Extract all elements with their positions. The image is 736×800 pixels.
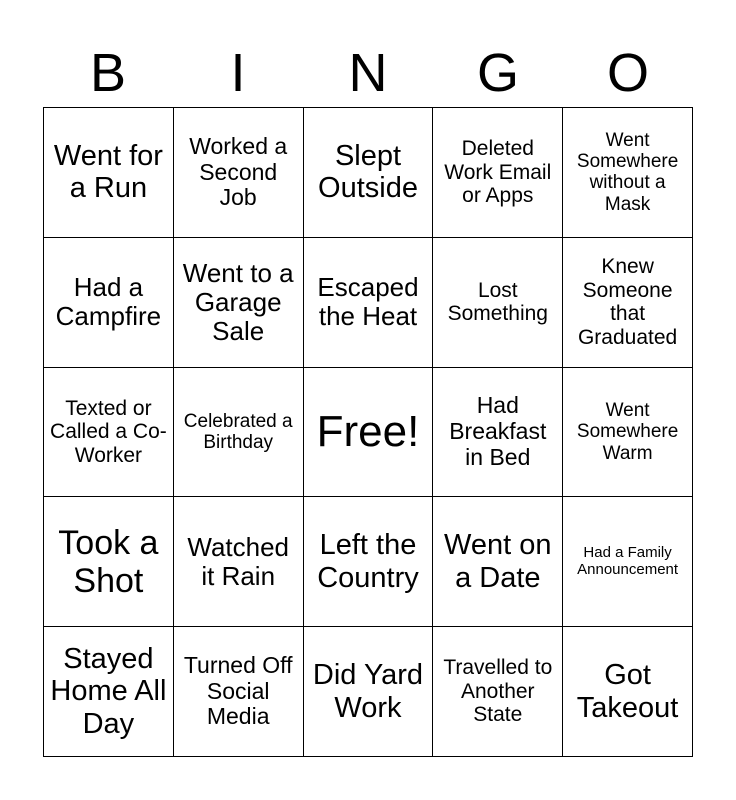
bingo-cell[interactable] bbox=[563, 108, 693, 238]
cell-text: Worked a Second Job bbox=[189, 132, 288, 211]
bingo-cell[interactable] bbox=[44, 238, 174, 368]
header-letter-b: B bbox=[89, 43, 127, 103]
cell-text: Had a Campfire bbox=[55, 272, 162, 332]
cell-text: Celebrated a Birthday bbox=[183, 410, 293, 453]
bingo-cell[interactable] bbox=[174, 108, 304, 238]
bingo-cell[interactable] bbox=[174, 627, 304, 757]
bingo-cell[interactable] bbox=[44, 108, 174, 238]
cell-text: Watched it Rain bbox=[187, 531, 290, 591]
bingo-cell[interactable] bbox=[44, 497, 174, 627]
cell-text: Left the Country bbox=[317, 529, 419, 594]
bingo-cell[interactable] bbox=[304, 238, 434, 368]
cell-text: Lost Something bbox=[447, 278, 548, 326]
cell-text: Took a Shot bbox=[58, 523, 159, 600]
cell-text: Knew Someone that Graduated bbox=[577, 255, 678, 349]
cell-text: Escaped the Heat bbox=[317, 272, 419, 332]
bingo-grid bbox=[43, 107, 693, 757]
cell-text: Turned Off Social Media bbox=[183, 651, 293, 730]
cell-text: Travelled to Another State bbox=[443, 656, 553, 727]
cell-text: Slept Outside bbox=[318, 139, 418, 205]
cell-text: Went Somewhere without a Mask bbox=[576, 129, 679, 215]
bingo-cell[interactable] bbox=[174, 238, 304, 368]
cell-text: Deleted Work Email or Apps bbox=[444, 137, 552, 208]
bingo-cell[interactable] bbox=[304, 108, 434, 238]
cell-text: Went for a Run bbox=[53, 139, 163, 205]
cell-text: Had Breakfast in Bed bbox=[449, 392, 547, 470]
bingo-cell[interactable] bbox=[174, 497, 304, 627]
bingo-cell[interactable] bbox=[563, 627, 693, 757]
bingo-cell[interactable] bbox=[433, 627, 563, 757]
bingo-cell[interactable] bbox=[304, 627, 434, 757]
bingo-cell[interactable] bbox=[44, 368, 174, 498]
cell-text: Went on a Date bbox=[444, 529, 552, 594]
cell-text: Went Somewhere Warm bbox=[576, 400, 679, 464]
bingo-cell-free[interactable] bbox=[304, 368, 434, 498]
cell-text: Went to a Garage Sale bbox=[182, 257, 294, 346]
cell-text: Free! bbox=[316, 407, 420, 457]
header-letter-g: G bbox=[476, 43, 519, 103]
bingo-cell[interactable] bbox=[563, 368, 693, 498]
bingo-cell[interactable] bbox=[433, 108, 563, 238]
bingo-cell[interactable] bbox=[174, 368, 304, 498]
bingo-cell[interactable] bbox=[563, 238, 693, 368]
cell-text: Stayed Home All Day bbox=[50, 642, 167, 740]
bingo-cell[interactable] bbox=[44, 627, 174, 757]
cell-text: Did Yard Work bbox=[312, 659, 424, 724]
bingo-cell[interactable] bbox=[563, 497, 693, 627]
bingo-cell[interactable] bbox=[433, 497, 563, 627]
header-letter-i: I bbox=[230, 43, 246, 103]
cell-text: Got Takeout bbox=[576, 659, 679, 724]
bingo-cell[interactable] bbox=[433, 238, 563, 368]
header-letter-o: O bbox=[606, 43, 649, 103]
cell-text: Texted or Called a Co-Worker bbox=[50, 396, 167, 467]
bingo-cell[interactable] bbox=[433, 368, 563, 498]
cell-text: Had a Family Announcement bbox=[577, 543, 679, 578]
bingo-header bbox=[43, 42, 693, 104]
header-letter-n: N bbox=[348, 43, 388, 103]
bingo-cell[interactable] bbox=[304, 497, 434, 627]
